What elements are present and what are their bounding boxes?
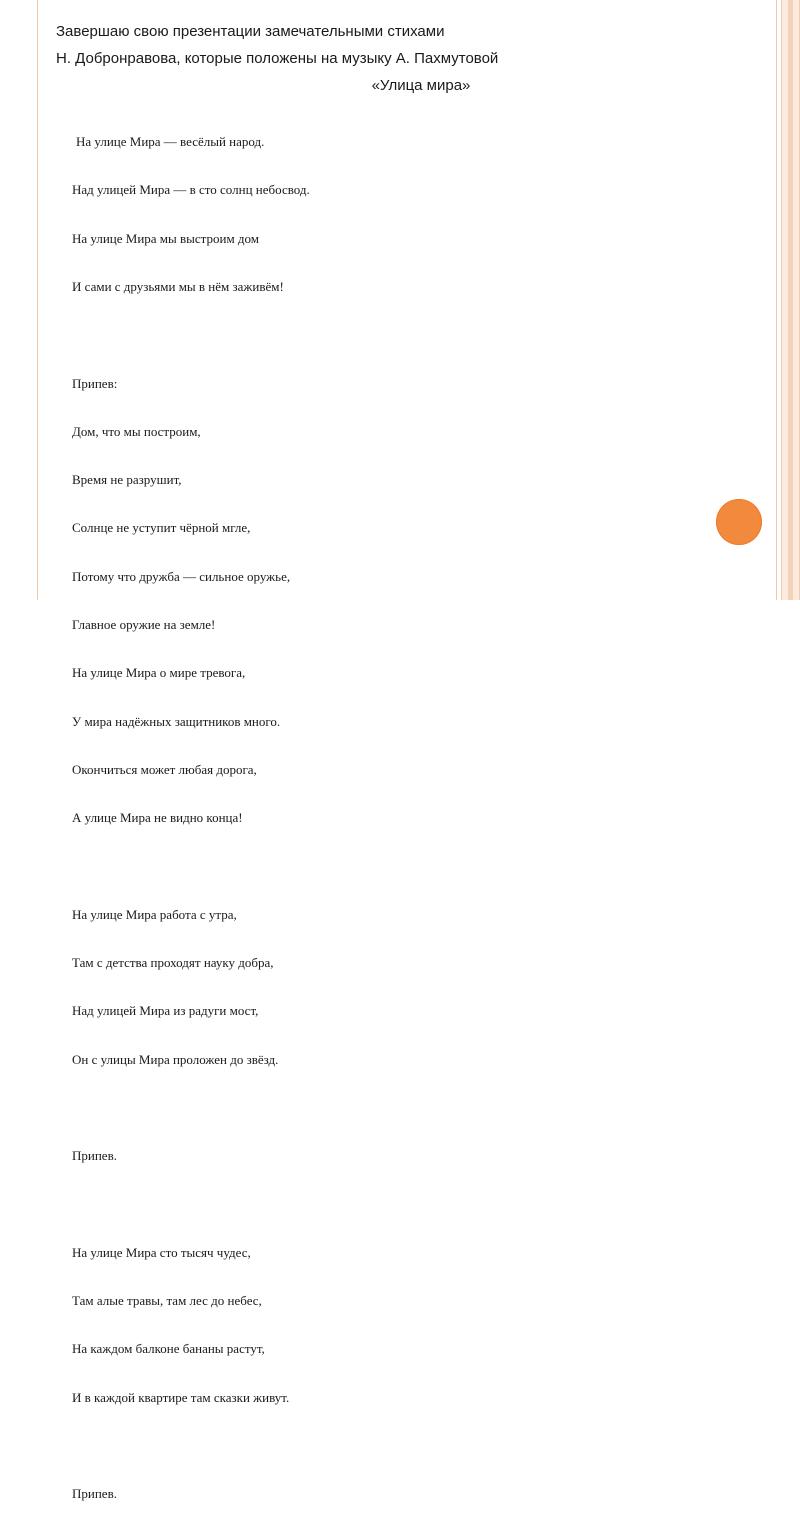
poem-line xyxy=(72,1100,310,1116)
poem-line: Над улицей Мира — в сто солнц небосвод. xyxy=(72,182,310,198)
poem-line: На улице Мира о мире тревога, xyxy=(72,665,246,681)
poem-line: На улице Мира мы выстроим дом xyxy=(72,230,260,246)
poem-line: А улице Мира не видно конца! xyxy=(72,810,243,826)
poem-line: Там алые травы, там лес до небес, xyxy=(72,1292,262,1308)
poem-line xyxy=(72,327,310,343)
poem-line: Окончиться может любая дорога, xyxy=(72,761,257,777)
poem-line: Дом, что мы построим, xyxy=(72,423,201,439)
intro-text xyxy=(56,18,756,99)
poem-line xyxy=(72,858,310,874)
poem-line xyxy=(72,1196,310,1212)
poem-line: У мира надёжных защитников много. xyxy=(72,713,281,729)
decorative-side-stripe xyxy=(781,0,800,600)
poem-line: Припев. xyxy=(72,1148,117,1164)
poem-line: И сами с друзьями мы в нём заживём! xyxy=(72,279,284,295)
poem-line xyxy=(72,1438,310,1454)
poem-line: На улице Мира сто тысяч чудес, xyxy=(72,1244,251,1260)
poem-line: На каждом балконе бананы растут, xyxy=(72,1341,265,1357)
poem-line: Припев: xyxy=(72,375,118,391)
decorative-orange-circle xyxy=(716,499,762,545)
intro-line-2: Н. Добронравова, которые положены на музыку А. Пахмутовой xyxy=(56,50,499,67)
intro-line-1: Завершаю свою презентации замечательными стихами xyxy=(56,23,445,40)
poem-line: Над улицей Мира из радуги мост, xyxy=(72,1003,259,1019)
poem-line: Он с улицы Мира проложен до звёзд. xyxy=(72,1051,279,1067)
poem-line: Главное оружие на земле! xyxy=(72,617,216,632)
song-title: «Улица мира» xyxy=(371,77,471,94)
poem-line: На улице Мира работа с утра, xyxy=(72,906,237,922)
poem-line: Припев. xyxy=(72,1486,117,1502)
poem-line: На улице Мира — весёлый народ. xyxy=(76,134,265,150)
poem-line: Солнце не уступит чёрной мгле, xyxy=(72,520,251,536)
poem-text xyxy=(72,102,310,1534)
poem-line: Потому что дружба — сильное оружье, xyxy=(72,568,291,584)
poem-line: Там с детства проходят науку добра, xyxy=(72,954,274,970)
poem-line: И в каждой квартире там сказки живут. xyxy=(72,1389,290,1405)
poem-line: Время не разрушит, xyxy=(72,472,182,488)
